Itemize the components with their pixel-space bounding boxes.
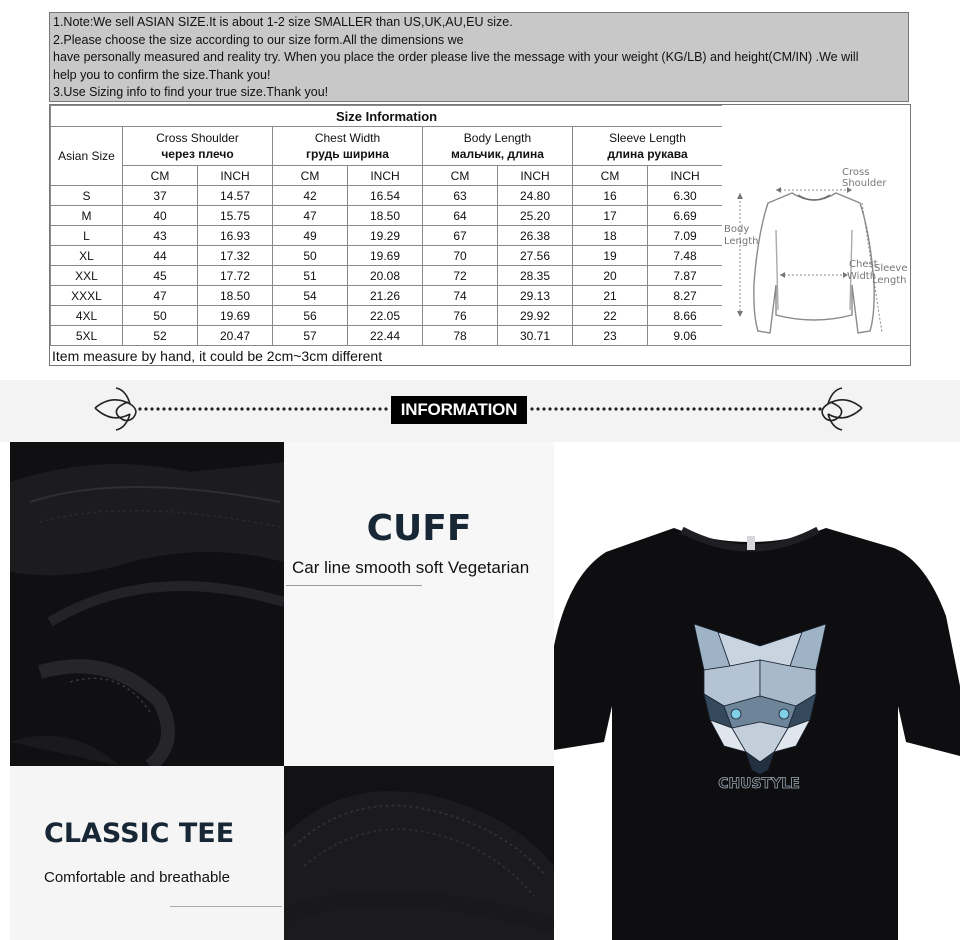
table-cell: 50 — [273, 246, 348, 266]
table-cell: 29.13 — [498, 286, 573, 306]
cuff-panel — [284, 442, 554, 766]
cross-shoulder-ru: через плечо — [161, 147, 234, 161]
table-cell: 20 — [573, 266, 648, 286]
note-line-4: help you to confirm the size.Thank you! — [53, 67, 271, 82]
table-cell: 18.50 — [198, 286, 273, 306]
table-cell: 50 — [123, 306, 198, 326]
table-cell: M — [51, 206, 123, 226]
table-cell: 47 — [273, 206, 348, 226]
table-cell: L — [51, 226, 123, 246]
table-row — [51, 246, 723, 266]
cuff-subtitle: Car line smooth soft Vegetarian — [292, 558, 530, 577]
table-cell: 27.56 — [498, 246, 573, 266]
classic-tee-panel — [10, 766, 284, 940]
chest-width-en: Chest Width — [314, 131, 381, 145]
table-cell: 7.09 — [648, 226, 723, 246]
table-cell: 22.44 — [348, 326, 423, 346]
table-cell: 22.05 — [348, 306, 423, 326]
table-cell: 18.50 — [348, 206, 423, 226]
table-cell: 6.30 — [648, 186, 723, 206]
table-cell: 78 — [423, 326, 498, 346]
classic-tee-divider — [170, 906, 282, 907]
table-row — [51, 306, 723, 326]
table-cell: 42 — [273, 186, 348, 206]
body-length-header — [423, 127, 573, 166]
table-cell: 22 — [573, 306, 648, 326]
table-cell: XXL — [51, 266, 123, 286]
diagram-label-cross: Cross — [842, 167, 870, 178]
table-cell: 51 — [273, 266, 348, 286]
table-cell: 47 — [123, 286, 198, 306]
table-cell: 19.69 — [348, 246, 423, 266]
sleeve-fabric-image — [10, 442, 284, 766]
sleeve-length-en: Sleeve Length — [609, 131, 686, 145]
diagram-label-sleeve: Sleeve — [874, 263, 908, 274]
table-cell: 21 — [573, 286, 648, 306]
table-cell: 7.87 — [648, 266, 723, 286]
table-cell: 67 — [423, 226, 498, 246]
size-footnote: Item measure by hand, it could be 2cm~3cm different — [50, 345, 910, 365]
table-cell: 5XL — [51, 326, 123, 346]
table-row — [51, 326, 723, 346]
size-notes — [49, 12, 909, 102]
table-cell: 43 — [123, 226, 198, 246]
size-chart — [49, 104, 911, 366]
information-label: INFORMATION — [391, 396, 527, 424]
sleeve-closeup-photo — [10, 442, 284, 766]
table-cell: 18 — [573, 226, 648, 246]
table-row — [51, 286, 723, 306]
table-cell: 19.69 — [198, 306, 273, 326]
table-cell: 70 — [423, 246, 498, 266]
table-cell: 74 — [423, 286, 498, 306]
table-cell: 26.38 — [498, 226, 573, 246]
cross-shoulder-header — [123, 127, 273, 166]
measurement-diagram — [722, 105, 910, 345]
chest-width-header — [273, 127, 423, 166]
note-line-1: 1.Note:We sell ASIAN SIZE.It is about 1-2 size SMALLER than US,UK,AU,EU size. — [53, 15, 513, 29]
diagram-label-body: Body — [724, 224, 750, 235]
body-length-en: Body Length — [463, 131, 532, 145]
table-cell: 64 — [423, 206, 498, 226]
table-cell: 4XL — [51, 306, 123, 326]
table-cell: 17.72 — [198, 266, 273, 286]
table-cell: 8.27 — [648, 286, 723, 306]
table-cell: 7.48 — [648, 246, 723, 266]
table-cell: 19.29 — [348, 226, 423, 246]
table-cell: 16 — [573, 186, 648, 206]
unit-inch: INCH — [648, 166, 723, 186]
table-cell: 49 — [273, 226, 348, 246]
table-cell: 16.93 — [198, 226, 273, 246]
table-cell: 14.57 — [198, 186, 273, 206]
table-cell: 8.66 — [648, 306, 723, 326]
asian-size-header: Asian Size — [51, 127, 123, 186]
table-cell: 76 — [423, 306, 498, 326]
classic-tee-subtitle: Comfortable and breathable — [44, 869, 230, 886]
diagram-label-width: Width — [847, 271, 877, 282]
table-row — [51, 186, 723, 206]
cuff-divider — [286, 585, 422, 586]
table-cell: 6.69 — [648, 206, 723, 226]
table-cell: 9.06 — [648, 326, 723, 346]
size-table — [50, 105, 723, 346]
unit-inch: INCH — [348, 166, 423, 186]
table-cell: 44 — [123, 246, 198, 266]
table-row — [51, 266, 723, 286]
table-row — [51, 206, 723, 226]
diagram-label-chest: Chest — [849, 259, 878, 270]
table-cell: 20.47 — [198, 326, 273, 346]
tshirt-image — [554, 456, 960, 940]
note-line-2: 2.Please choose the size according to our size form.All the dimensions we — [53, 32, 464, 47]
note-line-3: have personally measured and reality try. When you place the order please live the message with your weight (KG/LB) and height(CM/IN) .We will — [53, 50, 859, 64]
table-row — [51, 226, 723, 246]
table-cell: 29.92 — [498, 306, 573, 326]
table-cell: 45 — [123, 266, 198, 286]
table-cell: 15.75 — [198, 206, 273, 226]
diagram-label-length: Length — [724, 236, 759, 247]
table-cell: 20.08 — [348, 266, 423, 286]
sleeve-length-header — [573, 127, 723, 166]
cuff-title-text: CUFF — [366, 508, 472, 549]
sleeve-length-ru: длина рукава — [607, 147, 688, 161]
table-cell: 17 — [573, 206, 648, 226]
size-table-title: Size Information — [51, 106, 723, 127]
unit-cm: CM — [273, 166, 348, 186]
table-cell: 19 — [573, 246, 648, 266]
table-cell: 63 — [423, 186, 498, 206]
unit-cm: CM — [423, 166, 498, 186]
table-cell: 52 — [123, 326, 198, 346]
cross-shoulder-en: Cross Shoulder — [156, 131, 239, 145]
classic-tee-title: CLASSIC TEE — [44, 818, 235, 849]
table-cell: 40 — [123, 206, 198, 226]
unit-cm: CM — [573, 166, 648, 186]
table-cell: 56 — [273, 306, 348, 326]
table-cell: 17.32 — [198, 246, 273, 266]
tshirt-print-text: CHUSTYLE — [718, 776, 800, 792]
body-length-ru: мальчик, длина — [451, 147, 544, 161]
table-cell: 30.71 — [498, 326, 573, 346]
diagram-label-shoulder: Shoulder — [842, 178, 887, 189]
tshirt-product-photo — [554, 456, 960, 940]
table-cell: XXXL — [51, 286, 123, 306]
unit-inch: INCH — [498, 166, 573, 186]
table-cell: 21.26 — [348, 286, 423, 306]
table-cell: S — [51, 186, 123, 206]
table-cell: 24.80 — [498, 186, 573, 206]
note-line-5: 3.Use Sizing info to find your true size.Thank you! — [53, 85, 329, 99]
table-cell: 57 — [273, 326, 348, 346]
table-cell: 23 — [573, 326, 648, 346]
information-divider — [0, 380, 960, 442]
table-cell: 25.20 — [498, 206, 573, 226]
table-cell: 72 — [423, 266, 498, 286]
table-cell: 54 — [273, 286, 348, 306]
table-cell: 28.35 — [498, 266, 573, 286]
collar-closeup-photo — [284, 766, 554, 940]
table-cell: 16.54 — [348, 186, 423, 206]
table-cell: XL — [51, 246, 123, 266]
collar-fabric-image — [284, 766, 554, 940]
table-cell: 37 — [123, 186, 198, 206]
unit-cm: CM — [123, 166, 198, 186]
chest-width-ru: грудь ширина — [306, 147, 389, 161]
cuff-title — [284, 508, 554, 549]
diagram-label-sleeve-length: Length — [872, 275, 907, 286]
unit-inch: INCH — [198, 166, 273, 186]
